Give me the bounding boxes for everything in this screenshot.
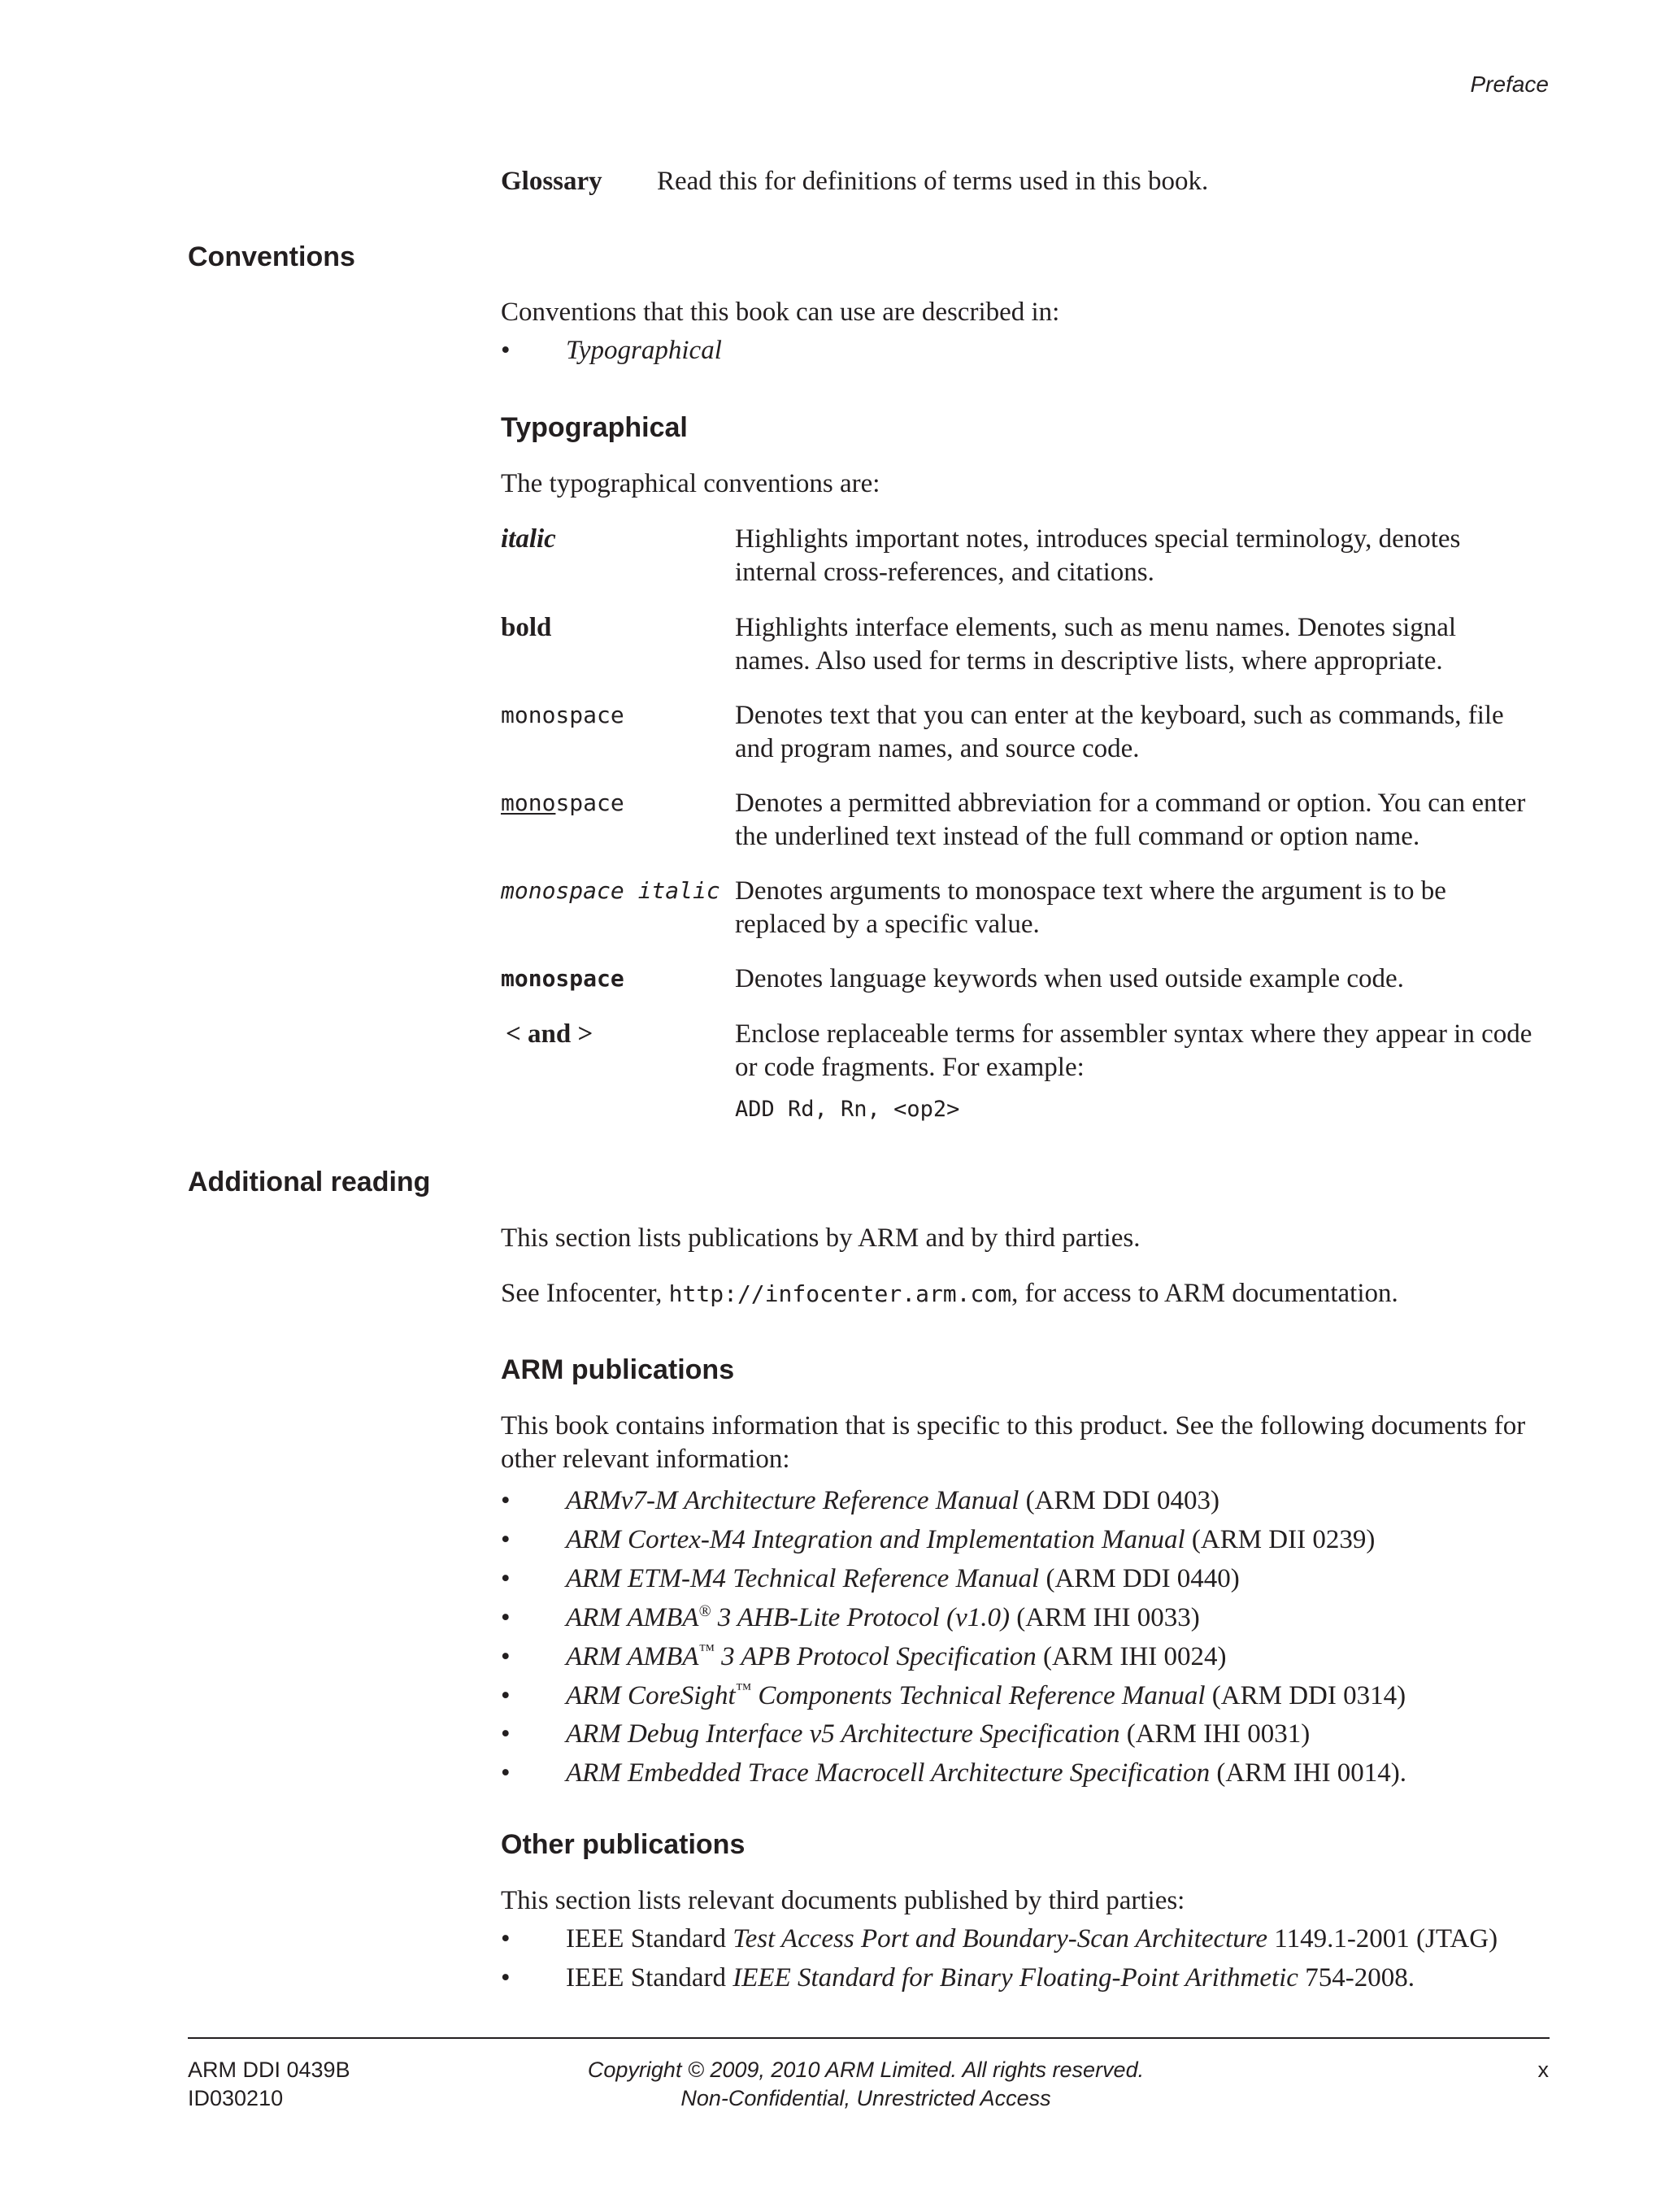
list-item [501, 1680, 1550, 1719]
underlined-abbreviation: mono [501, 789, 556, 816]
title-part: ARM AMBA [566, 1603, 699, 1632]
convention-desc-italic [735, 523, 1550, 589]
publication-ref: (ARM DDI 0440) [1039, 1564, 1240, 1593]
intro-line: This book contains information that is specific to this product. See the following documents for [501, 1411, 1526, 1441]
doc-id: ARM DDI 0439B [188, 2058, 350, 2082]
publication-title: ARM ETM-M4 Technical Reference Manual [566, 1564, 1040, 1593]
list-item [501, 1601, 1550, 1641]
publication-title: ARMv7-M Architecture Reference Manual [566, 1486, 1019, 1515]
publication-entry [566, 1680, 1406, 1713]
convention-desc-monospace-italic [735, 875, 1550, 941]
title-part: 3 APB Protocol Specification [714, 1642, 1037, 1671]
convention-desc-abbreviation [735, 787, 1550, 854]
issue-id: ID030210 [188, 2086, 284, 2110]
typographical-intro: The typographical conventions are: [501, 469, 880, 498]
para-text: See Infocenter, [501, 1279, 669, 1308]
additional-reading-para1: This section lists publications by ARM and by third parties. [501, 1223, 1141, 1253]
page-number: x [1537, 2058, 1549, 2082]
bullet-glyph: • [501, 1963, 511, 1993]
publication-suffix: 1149.1-2001 (JTAG) [1267, 1924, 1498, 1953]
publication-entry [566, 1601, 1200, 1635]
convention-desc-bold [735, 611, 1550, 678]
list-item [501, 334, 1550, 373]
conventions-intro: Conventions that this book can use are described in: [501, 298, 1060, 327]
trademark-mark: ™ [735, 1680, 752, 1698]
convention-term-italic: italic [501, 524, 556, 554]
desc-line: Highlights important notes, introduces special terminology, denotes [735, 524, 1461, 554]
convention-desc-monospace [735, 699, 1550, 766]
glossary-description: Read this for definitions of terms used in this book. [657, 167, 1209, 196]
convention-desc-monospace-bold [735, 963, 1550, 996]
publication-prefix: IEEE Standard [566, 1963, 733, 1993]
publication-ref: (ARM IHI 0024) [1036, 1642, 1227, 1671]
list-item [501, 1923, 1550, 1962]
typographical-heading: Typographical [501, 412, 688, 443]
publication-prefix: IEEE Standard [566, 1924, 733, 1953]
convention-term-monospace-italic: monospace italic [501, 877, 720, 904]
list-item [501, 1562, 1550, 1601]
publication-title: Test Access Port and Boundary-Scan Architecture [733, 1924, 1268, 1953]
list-item [501, 1718, 1550, 1757]
desc-line: and program names, and source code. [735, 734, 1140, 763]
publication-ref: (ARM IHI 0033) [1009, 1603, 1200, 1632]
list-item [501, 1962, 1550, 2001]
desc-line: Denotes a permitted abbreviation for a command or option. You can enter [735, 789, 1526, 818]
list-item [501, 1641, 1550, 1680]
other-publications-intro: This section lists relevant documents published by third parties: [501, 1886, 1185, 1915]
footer-divider [188, 2037, 1550, 2039]
bullet-glyph: • [501, 1525, 511, 1554]
desc-line: replaced by a specific value. [735, 910, 1040, 939]
copyright-line: Copyright © 2009, 2010 ARM Limited. All rights reserved. [587, 2058, 1145, 2082]
bullet-glyph: • [501, 336, 511, 365]
bullet-glyph: • [501, 1486, 511, 1515]
convention-term-abbreviation [501, 789, 624, 816]
convention-term-monospace: monospace [501, 702, 624, 728]
bullet-glyph: • [501, 1603, 511, 1632]
convention-term-bold: bold [501, 613, 552, 642]
arm-publications-intro [501, 1410, 1550, 1476]
trademark-mark: ™ [698, 1641, 715, 1659]
additional-reading-para2 [501, 1277, 1550, 1310]
registered-mark: ® [698, 1602, 711, 1620]
publication-title [566, 1642, 1037, 1671]
publication-title: ARM Cortex-M4 Integration and Implementation Manual [566, 1525, 1185, 1554]
desc-line: internal cross-references, and citations. [735, 558, 1154, 587]
list-item [501, 1757, 1550, 1796]
arm-publications-heading: ARM publications [501, 1354, 735, 1385]
publication-entry [566, 1484, 1219, 1518]
infocenter-link[interactable]: http://infocenter.arm.com [668, 1280, 1012, 1307]
publication-title: ARM Debug Interface v5 Architecture Specification [566, 1719, 1120, 1749]
publication-title [566, 1681, 1206, 1710]
publication-ref: (ARM DII 0239) [1185, 1525, 1376, 1554]
running-header: Preface [1470, 72, 1549, 97]
publication-title: ARM Embedded Trace Macrocell Architecture Specification [566, 1758, 1211, 1788]
desc-line: names. Also used for terms in descriptive lists, where appropriate. [735, 646, 1443, 676]
bullet-glyph: • [501, 1681, 511, 1710]
desc-line: Denotes arguments to monospace text where the argument is to be [735, 876, 1446, 906]
publication-entry [566, 1523, 1375, 1557]
publication-entry [566, 1923, 1498, 1956]
convention-term-angle-brackets: < and > [506, 1019, 593, 1049]
bullet-glyph: • [501, 1758, 511, 1788]
title-part: ARM CoreSight [566, 1681, 736, 1710]
desc-line: Denotes language keywords when used outside example code. [735, 964, 1404, 993]
publication-ref: (ARM DDI 0403) [1019, 1486, 1219, 1515]
conventions-heading: Conventions [188, 241, 355, 272]
desc-line: Enclose replaceable terms for assembler syntax where they appear in code [735, 1019, 1532, 1049]
code-example: ADD Rd, Rn, <op2> [735, 1097, 960, 1122]
publication-title [566, 1603, 1010, 1632]
publication-ref: (ARM IHI 0031) [1119, 1719, 1311, 1749]
publication-title: IEEE Standard for Binary Floating-Point Arithmetic [733, 1963, 1298, 1993]
publication-ref: (ARM DDI 0314) [1205, 1681, 1406, 1710]
title-part: ARM AMBA [566, 1642, 699, 1671]
publication-ref: (ARM IHI 0014). [1210, 1758, 1407, 1788]
glossary-term: Glossary [501, 167, 602, 196]
desc-line: Highlights interface elements, such as menu names. Denotes signal [735, 613, 1457, 642]
desc-line: the underlined text instead of the full command or option name. [735, 822, 1420, 851]
list-item [501, 1523, 1550, 1562]
desc-line: or code fragments. For example: [735, 1053, 1085, 1082]
publication-entry [566, 1641, 1226, 1674]
publication-entry [566, 1757, 1406, 1790]
publication-entry [566, 1562, 1240, 1596]
abbreviation-rest: space [555, 789, 624, 816]
bullet-glyph: • [501, 1719, 511, 1749]
bullet-glyph: • [501, 1642, 511, 1671]
other-publications-heading: Other publications [501, 1829, 746, 1860]
list-item [501, 1484, 1550, 1523]
title-part: 3 AHB-Lite Protocol (v1.0) [711, 1603, 1010, 1632]
conventions-bullet-typographical: Typographical [566, 336, 722, 365]
publication-entry [566, 1962, 1415, 1995]
publication-suffix: 754-2008. [1298, 1963, 1415, 1993]
intro-line: other relevant information: [501, 1445, 790, 1474]
access-line: Non-Confidential, Unrestricted Access [680, 2086, 1051, 2110]
convention-desc-angle-brackets [735, 1018, 1550, 1084]
convention-term-monospace-bold: monospace [501, 965, 624, 992]
desc-line: Denotes text that you can enter at the keyboard, such as commands, file [735, 701, 1504, 730]
bullet-glyph: • [501, 1924, 511, 1953]
bullet-glyph: • [501, 1564, 511, 1593]
additional-reading-heading: Additional reading [188, 1167, 431, 1197]
footer-copyright [0, 2056, 1665, 2113]
title-part: Components Technical Reference Manual [751, 1681, 1206, 1710]
publication-entry [566, 1718, 1310, 1751]
para-text: , for access to ARM documentation. [1011, 1279, 1398, 1308]
